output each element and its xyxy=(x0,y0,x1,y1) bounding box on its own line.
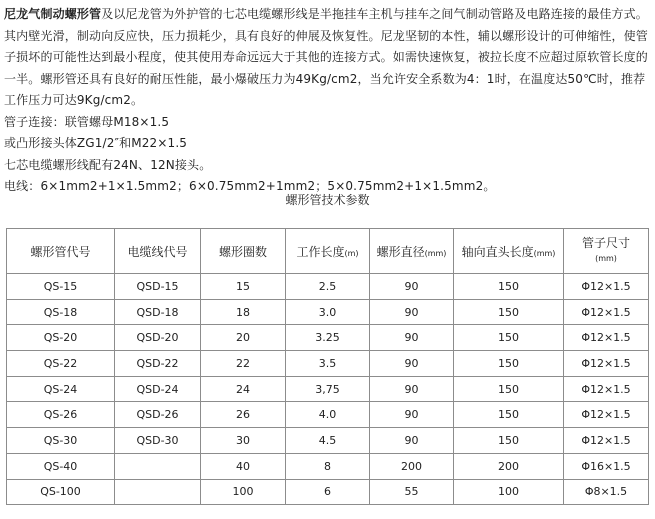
cell-working-length: 6 xyxy=(286,479,370,505)
cell-coil-turns: 22 xyxy=(201,351,286,377)
cell-coil-code: QS-26 xyxy=(7,402,115,428)
cell-cable-code: QSD-30 xyxy=(115,428,201,454)
cell-tube-size: Φ12×1.5 xyxy=(564,325,649,351)
table-body xyxy=(7,274,649,505)
header-cable-code: 电缆线代号 xyxy=(115,229,201,274)
header-tube-size-label: 管子尺寸 xyxy=(581,236,630,250)
header-coil-diameter xyxy=(370,229,454,274)
header-working-length-unit: (m) xyxy=(344,248,359,258)
cell-coil-diameter: 90 xyxy=(370,428,454,454)
cell-coil-diameter: 90 xyxy=(370,351,454,377)
table-row xyxy=(7,299,649,325)
table-row xyxy=(7,325,649,351)
cell-axial-length: 150 xyxy=(454,376,564,402)
cell-coil-diameter: 90 xyxy=(370,402,454,428)
cell-tube-size: Φ12×1.5 xyxy=(564,402,649,428)
intro-paragraph-body: 及以尼龙管为外护管的七芯电缆螺形线是半拖挂车主机与挂车之间气制动管路及电路连接的最佳方式。其内壁光滑，制动向反应快，压力损耗少，具有良好的伸展及恢复性。尼龙坚韧的本性，辅以螺形设计的可伸缩性，使管子损坏的可能性达到最小程度，使其使用寿命远远大于其他的连接方式。如需快速恢复，被拉长度不应超过原软管长度的一半。螺形管还具有良好的耐压性能，最小爆破压力为49Kg/cm2，当允许安全系数为4：1时，在温度达50℃时，推荐工作压力可达9Kg/cm2。 xyxy=(4,7,648,107)
table-row xyxy=(7,402,649,428)
cell-cable-code: QSD-24 xyxy=(115,376,201,402)
cell-coil-code: QS-22 xyxy=(7,351,115,377)
cell-cable-code: QSD-18 xyxy=(115,299,201,325)
cell-axial-length: 150 xyxy=(454,274,564,300)
cell-coil-diameter: 90 xyxy=(370,376,454,402)
cell-coil-code: QS-20 xyxy=(7,325,115,351)
spec-table xyxy=(6,228,649,505)
cell-axial-length: 150 xyxy=(454,325,564,351)
cell-coil-turns: 24 xyxy=(201,376,286,402)
cell-coil-turns: 18 xyxy=(201,299,286,325)
cell-tube-size: Φ12×1.5 xyxy=(564,274,649,300)
cell-coil-code: QS-18 xyxy=(7,299,115,325)
table-row xyxy=(7,376,649,402)
cell-coil-diameter: 90 xyxy=(370,274,454,300)
cell-coil-code: QS-30 xyxy=(7,428,115,454)
intro-line-connector-alt: 或凸形接头体ZG1/2″和M22×1.5 xyxy=(4,136,188,150)
cell-axial-length: 150 xyxy=(454,351,564,377)
cell-coil-turns: 30 xyxy=(201,428,286,454)
cell-working-length: 3.25 xyxy=(286,325,370,351)
cell-cable-code: QSD-15 xyxy=(115,274,201,300)
cell-working-length: 2.5 xyxy=(286,274,370,300)
cell-working-length: 4.0 xyxy=(286,402,370,428)
header-coil-diameter-unit: (mm) xyxy=(424,248,447,258)
intro-line-wire-spec: 电线：6×1mm2+1×1.5mm2；6×0.75mm2+1mm2；5×0.75mm2+1×1.5mm2。 xyxy=(4,179,496,193)
cell-cable-code: QSD-26 xyxy=(115,402,201,428)
cell-cable-code xyxy=(115,453,201,479)
cell-coil-code: QS-24 xyxy=(7,376,115,402)
cell-coil-diameter: 200 xyxy=(370,453,454,479)
intro-paragraph xyxy=(4,4,650,112)
header-coil-code: 螺形管代号 xyxy=(7,229,115,274)
cell-coil-turns: 40 xyxy=(201,453,286,479)
table-row xyxy=(7,479,649,505)
table-title: 螺形管技术参数 xyxy=(285,193,370,207)
intro-text xyxy=(4,4,650,198)
table-header-row xyxy=(7,229,649,274)
table-row xyxy=(7,351,649,377)
header-coil-diameter-label: 螺形直径 xyxy=(376,244,425,259)
table-row xyxy=(7,428,649,454)
cell-tube-size: Φ8×1.5 xyxy=(564,479,649,505)
header-tube-size-unit: (mm) xyxy=(595,254,617,263)
cell-tube-size: Φ12×1.5 xyxy=(564,351,649,377)
cell-cable-code: QSD-20 xyxy=(115,325,201,351)
cell-coil-diameter: 55 xyxy=(370,479,454,505)
header-axial-length-unit: (mm) xyxy=(533,248,556,258)
cell-axial-length: 150 xyxy=(454,299,564,325)
header-tube-size xyxy=(564,229,649,274)
cell-coil-turns: 100 xyxy=(201,479,286,505)
cell-axial-length: 150 xyxy=(454,402,564,428)
cell-coil-turns: 26 xyxy=(201,402,286,428)
cell-working-length: 3.0 xyxy=(286,299,370,325)
header-axial-length-label: 轴向直头长度 xyxy=(461,244,534,259)
cell-working-length: 8 xyxy=(286,453,370,479)
cell-cable-code xyxy=(115,479,201,505)
cell-coil-code: QS-100 xyxy=(7,479,115,505)
intro-line-cable-connectors: 七芯电缆螺形线配有24N、12N接头。 xyxy=(4,157,212,172)
cell-tube-size: Φ12×1.5 xyxy=(564,428,649,454)
cell-working-length: 3.5 xyxy=(286,351,370,377)
cell-axial-length: 100 xyxy=(454,479,564,505)
intro-line-connection: 管子连接：联管螺母M18×1.5 xyxy=(4,114,170,129)
table-row xyxy=(7,453,649,479)
intro-lead-title: 尼龙气制动螺形管 xyxy=(4,7,102,21)
header-axial-length xyxy=(454,229,564,274)
cell-tube-size: Φ16×1.5 xyxy=(564,453,649,479)
cell-coil-code: QS-15 xyxy=(7,274,115,300)
cell-tube-size: Φ12×1.5 xyxy=(564,299,649,325)
cell-axial-length: 150 xyxy=(454,428,564,454)
cell-coil-code: QS-40 xyxy=(7,453,115,479)
header-working-length-label: 工作长度 xyxy=(296,244,345,259)
header-working-length xyxy=(286,229,370,274)
cell-coil-turns: 20 xyxy=(201,325,286,351)
cell-working-length: 3,75 xyxy=(286,376,370,402)
cell-coil-diameter: 90 xyxy=(370,325,454,351)
header-coil-turns: 螺形圈数 xyxy=(201,229,286,274)
table-row xyxy=(7,274,649,300)
cell-coil-turns: 15 xyxy=(201,274,286,300)
cell-cable-code: QSD-22 xyxy=(115,351,201,377)
cell-working-length: 4.5 xyxy=(286,428,370,454)
cell-coil-diameter: 90 xyxy=(370,299,454,325)
cell-axial-length: 200 xyxy=(454,453,564,479)
cell-tube-size: Φ12×1.5 xyxy=(564,376,649,402)
